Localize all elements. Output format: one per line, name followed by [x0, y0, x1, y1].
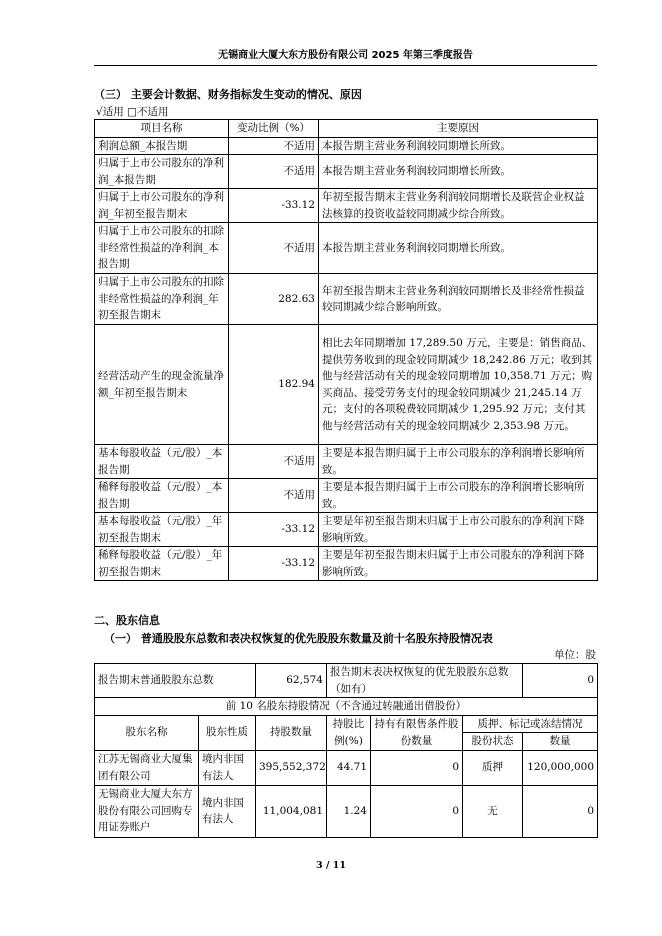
- holder-nature: 境内非国有法人: [199, 785, 256, 837]
- row-reason: 主要是本报告期归属于上市公司股东的净利润增长影响所致。: [319, 479, 598, 513]
- row-ratio: 282.63: [229, 274, 319, 325]
- table-row: [95, 785, 598, 837]
- row-reason: 年初至报告期末主营业务利润较同期增长及非经常性损益较同期减少综合影响所致。: [319, 274, 598, 325]
- table-row: [95, 155, 598, 189]
- table-row: [95, 547, 598, 581]
- col-header-nature: 股东性质: [199, 715, 256, 750]
- table-row: [95, 664, 598, 698]
- col-header-pledge-qty: 数量: [523, 733, 598, 751]
- table-row: [95, 325, 598, 445]
- section-title-changes: （三） 主要会计数据、财务指标发生变动的情况、原因: [94, 88, 362, 101]
- row-ratio: 不适用: [229, 223, 319, 274]
- total-holders-label: 报告期末普通股股东总数: [95, 664, 256, 698]
- col-header-shares: 持股数量: [256, 715, 327, 750]
- table-row: [95, 698, 598, 716]
- holder-pledge-qty: 120,000,000: [523, 750, 598, 785]
- row-ratio: 182.94: [229, 325, 319, 445]
- col-header-pledge-group: 质押、标记或冻结情况: [463, 715, 598, 733]
- table-row: [95, 223, 598, 274]
- row-ratio: 不适用: [229, 479, 319, 513]
- row-ratio: -33.12: [229, 547, 319, 581]
- row-item-name: 归属于上市公司股东的扣除非经常性损益的净利润_本报告期: [95, 223, 229, 274]
- col-header-ratio: 变动比例（%）: [229, 120, 319, 138]
- shareholders-table: [94, 663, 598, 838]
- holder-shares: 11,004,081: [256, 785, 327, 837]
- holder-shares: 395,552,372: [256, 750, 327, 785]
- row-item-name: 归属于上市公司股东的净利润_年初至报告期末: [95, 189, 229, 223]
- row-reason: 本报告期主营业务利润较同期增长所致。: [319, 155, 598, 189]
- col-header-pledge-status: 股份状态: [463, 733, 523, 751]
- row-ratio: -33.12: [229, 189, 319, 223]
- row-ratio: 不适用: [229, 137, 319, 155]
- table-row: [95, 274, 598, 325]
- applicability-checkbox-text: √适用 □不适用: [96, 106, 169, 118]
- pref-holders-label: 报告期末表决权恢复的优先股股东总数（如有）: [327, 664, 523, 698]
- table-row: [95, 137, 598, 155]
- col-header-item: 项目名称: [95, 120, 229, 138]
- row-reason: 本报告期主营业务利润较同期增长所致。: [319, 223, 598, 274]
- col-header-holder-name: 股东名称: [95, 715, 199, 750]
- holder-ratio: 44.71: [327, 750, 371, 785]
- table-row: [95, 479, 598, 513]
- table-row: [95, 445, 598, 479]
- holder-restricted: 0: [371, 785, 463, 837]
- table-header-row: [95, 715, 598, 733]
- holder-ratio: 1.24: [327, 785, 371, 837]
- section-subtitle-shareholders: （一） 普通股股东总数和表决权恢复的优先股股东数量及前十名股东持股情况表: [104, 632, 493, 645]
- row-item-name: 基本每股收益（元/股）_年初至报告期末: [95, 513, 229, 547]
- table-row: [95, 189, 598, 223]
- row-reason: 主要是年初至报告期末归属于上市公司股东的净利润下降影响所致。: [319, 547, 598, 581]
- col-header-restricted: 持有有限售条件股份数量: [371, 715, 463, 750]
- col-header-ratio: 持股比例(%): [327, 715, 371, 750]
- row-item-name: 归属于上市公司股东的扣除非经常性损益的净利润_年初至报告期末: [95, 274, 229, 325]
- holder-pledge-status: 质押: [463, 750, 523, 785]
- page-header: 无锡商业大厦大东方股份有限公司 2025 年第三季度报告: [94, 46, 597, 66]
- page-number: 3 / 11: [316, 860, 346, 871]
- row-item-name: 归属于上市公司股东的净利润_本报告期: [95, 155, 229, 189]
- holder-nature: 境内非国有法人: [199, 750, 256, 785]
- holder-pledge-qty: 0: [523, 785, 598, 837]
- section-title-shareholders: 二、股东信息: [94, 614, 160, 627]
- row-ratio: -33.12: [229, 513, 319, 547]
- row-reason: 年初至报告期末主营业务利润较同期增长及联营企业权益法核算的投资收益较同期减少综合所致。: [319, 189, 598, 223]
- row-reason: 相比去年同期增加 17,289.50 万元，主要是：销售商品、提供劳务收到的现金较同期减少 18,242.86 万元；收到其他与经营活动有关的现金较同期增加 10,358.71 万元；购买商品、接受劳务支付的现金较同期减少 21,245.14 万元；支付的各项税费较同期减少 1,295.92 万元；支付其他与经营活动有关的现金较同期减少 2,353.98 万元。: [319, 325, 598, 445]
- row-item-name: 稀释每股收益（元/股）_年初至报告期末: [95, 547, 229, 581]
- row-reason: 本报告期主营业务利润较同期增长所致。: [319, 137, 598, 155]
- total-holders-value: 62,574: [256, 664, 327, 698]
- top10-title: 前 10 名股东持股情况（不含通过转融通出借股份）: [95, 698, 598, 716]
- holder-pledge-status: 无: [463, 785, 523, 837]
- table-row: [95, 513, 598, 547]
- row-ratio: 不适用: [229, 155, 319, 189]
- row-item-name: 经营活动产生的现金流量净额_年初至报告期末: [95, 325, 229, 445]
- pref-holders-value: 0: [523, 664, 598, 698]
- row-ratio: 不适用: [229, 445, 319, 479]
- col-header-reason: 主要原因: [319, 120, 598, 138]
- row-reason: 主要是年初至报告期末归属于上市公司股东的净利润下降影响所致。: [319, 513, 598, 547]
- table-row: [95, 750, 598, 785]
- row-item-name: 稀释每股收益（元/股）_本报告期: [95, 479, 229, 513]
- change-reasons-table: [94, 119, 598, 581]
- holder-name: 江苏无锡商业大厦集团有限公司: [95, 750, 199, 785]
- holder-restricted: 0: [371, 750, 463, 785]
- holder-name: 无锡商业大厦大东方股份有限公司回购专用证券账户: [95, 785, 199, 837]
- row-item-name: 利润总额_本报告期: [95, 137, 229, 155]
- unit-label: 单位：股: [554, 649, 596, 661]
- row-item-name: 基本每股收益（元/股）_本报告期: [95, 445, 229, 479]
- row-reason: 主要是本报告期归属于上市公司股东的净利润增长影响所致。: [319, 445, 598, 479]
